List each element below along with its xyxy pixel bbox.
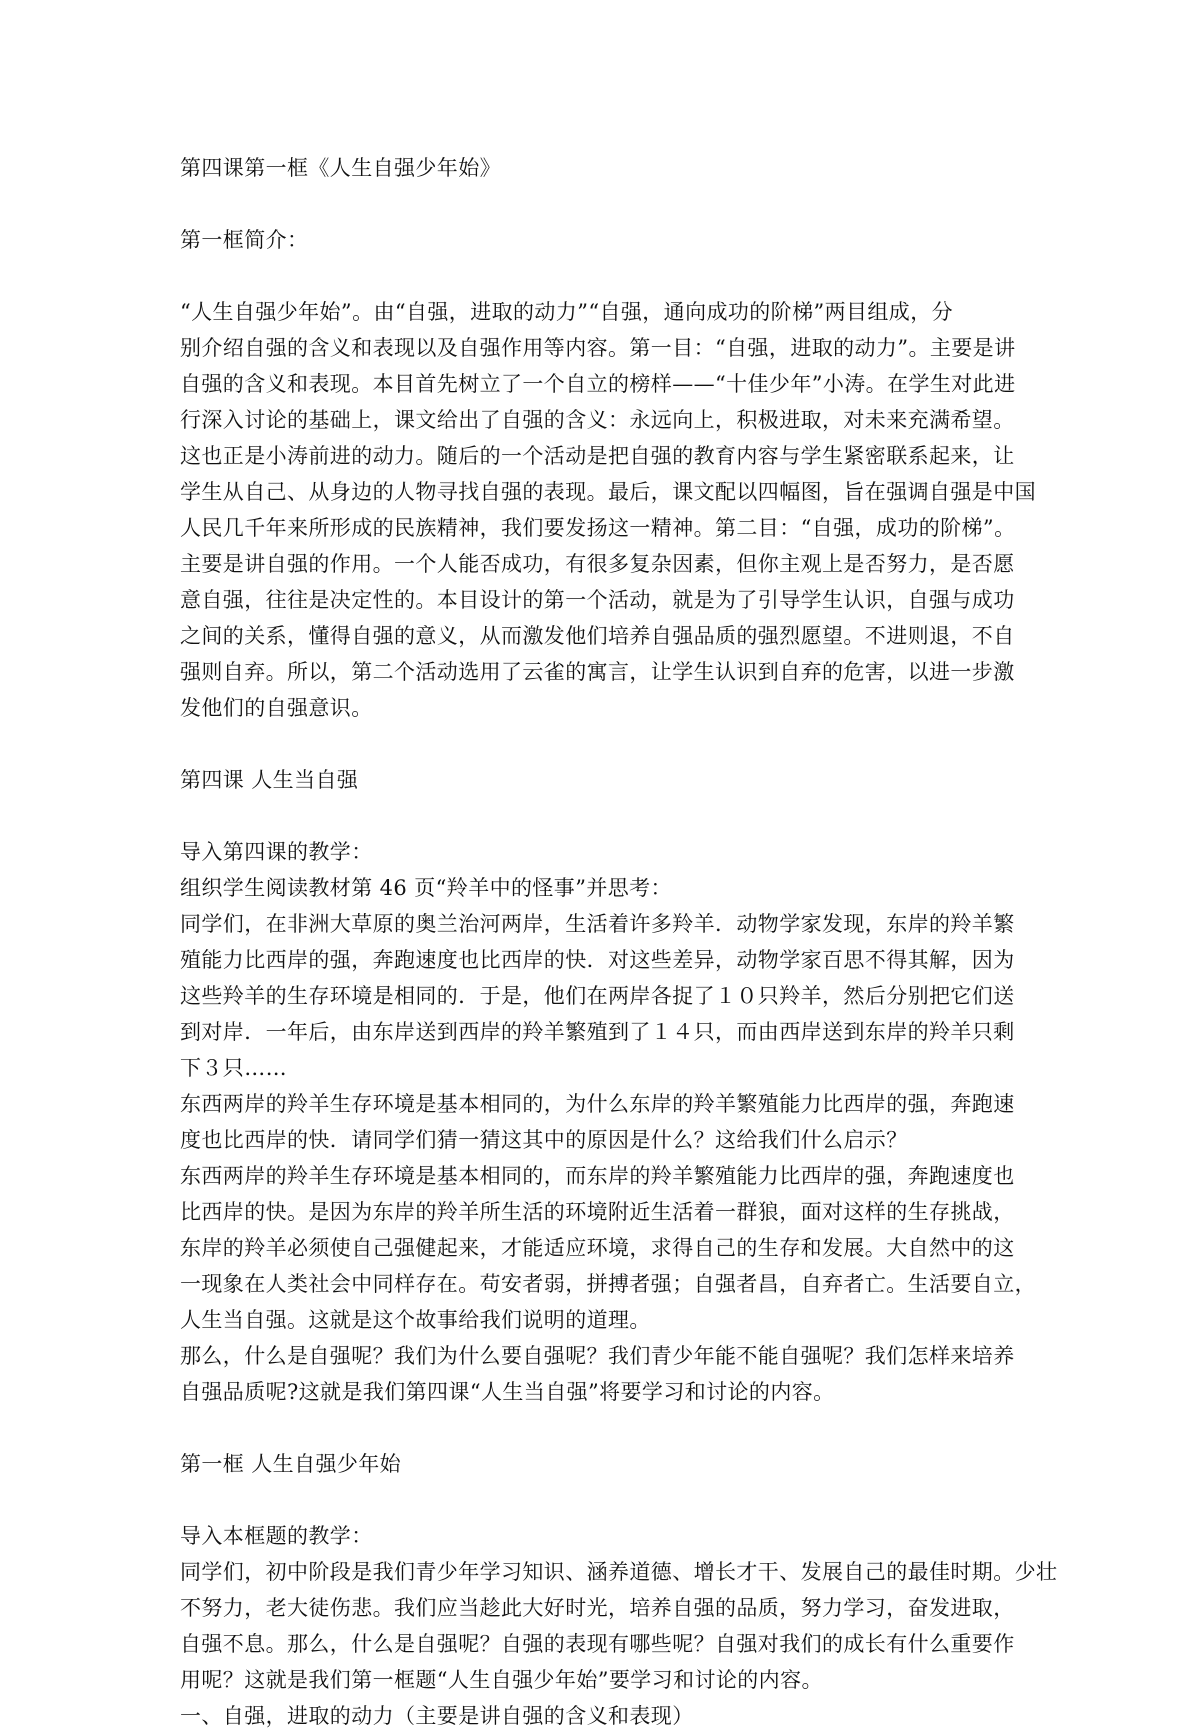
lesson-heading: 第四课 人生当自强 [180,768,359,792]
text-line: 东西两岸的羚羊生存环境是基本相同的，而东岸的羚羊繁殖能力比西岸的强，奔跑速度也 [180,1164,1015,1188]
intro-heading: 第一框简介： [180,228,309,252]
frame-intro-heading: 导入本框题的教学： [180,1524,373,1548]
text-line: 别介绍自强的含义和表现以及自强作用等内容。第一目：“自强，进取的动力”。主要是讲 [180,336,1016,360]
text-line: 殖能力比西岸的强，奔跑速度也比西岸的快．对这些差异，动物学家百思不得其解，因为 [180,948,1015,972]
spacer [180,186,1030,222]
text-line: 人民几千年来所形成的民族精神，我们要发扬这一精神。第二目：“自强，成功的阶梯”。 [180,516,1016,540]
text-line: 主要是讲自强的作用。一个人能否成功，有很多复杂因素，但你主观上是否努力，是否愿 [180,552,1015,576]
text-line: 自强不息。那么，什么是自强呢？自强的表现有哪些呢？自强对我们的成长有什么重要作 [180,1632,1015,1656]
frame-paragraph [180,1554,1058,1734]
spacer [180,1482,1030,1518]
text-line: 东岸的羚羊必须使自己强健起来，才能适应环境，求得自己的生存和发展。大自然中的这 [180,1236,1015,1260]
text-line: 一现象在人类社会中同样存在。苟安者弱，拼搏者强；自强者昌，自弃者亡。生活要自立， [180,1272,1036,1296]
text-line: 比西岸的快。是因为东岸的羚羊所生活的环境附近生活着一群狼，面对这样的生存挑战， [180,1200,1015,1224]
text-line: 不努力，老大徒伤悲。我们应当趁此大好时光，培养自强的品质，努力学习，奋发进取， [180,1596,1015,1620]
text-line: 自强的含义和表现。本目首先树立了一个自立的榜样——“十佳少年”小涛。在学生对此进 [180,372,1016,396]
text-line: 那么，什么是自强呢？我们为什么要自强呢？我们青少年能不能自强呢？我们怎样来培养 [180,1344,1015,1368]
text-line: 到对岸．一年后，由东岸送到西岸的羚羊繁殖到了１４只，而由西岸送到东岸的羚羊只剩 [180,1020,1015,1044]
text-line: 度也比西岸的快．请同学们猜一猜这其中的原因是什么？这给我们什么启示？ [180,1128,908,1152]
lesson-paragraph [180,870,1036,1410]
text-line: 行深入讨论的基础上，课文给出了自强的含义：永远向上，积极进取，对未来充满希望。 [180,408,1015,432]
spacer [180,1410,1030,1446]
document-title: 第四课第一框《人生自强少年始》 [180,156,501,180]
text-line: “人生自强少年始”。由“自强，进取的动力”“自强，通向成功的阶梯”两目组成，分 [180,300,954,324]
text-line: 发他们的自强意识。 [180,696,373,720]
text-line: 下３只…… [180,1056,287,1080]
spacer [180,258,1030,294]
text-line: 同学们，在非洲大草原的奥兰治河两岸，生活着许多羚羊．动物学家发现，东岸的羚羊繁 [180,912,1015,936]
text-line: 自强品质呢?这就是我们第四课“人生当自强”将要学习和讨论的内容。 [180,1380,835,1404]
text-line: 学生从自己、从身边的人物寻找自强的表现。最后，课文配以四幅图，旨在强调自强是中国 [180,480,1036,504]
text-line: 强则自弃。所以，第二个活动选用了云雀的寓言，让学生认识到自弃的危害，以进一步激 [180,660,1015,684]
text-line: 意自强，往往是决定性的。本目设计的第一个活动，就是为了引导学生认识，自强与成功 [180,588,1015,612]
spacer [180,726,1030,762]
lesson-intro-heading: 导入第四课的教学： [180,840,373,864]
text-line: 这些羚羊的生存环境是相同的．于是，他们在两岸各捉了１０只羚羊，然后分别把它们送 [180,984,1015,1008]
spacer [180,798,1030,834]
text-line: 同学们，初中阶段是我们青少年学习知识、涵养道德、增长才干、发展自己的最佳时期。少壮 [180,1560,1058,1584]
text-line: 用呢？这就是我们第一框题“人生自强少年始”要学习和讨论的内容。 [180,1668,823,1692]
section-heading: 一、自强，进取的动力（主要是讲自强的含义和表现） [180,1704,694,1728]
text-line: 这也正是小涛前进的动力。随后的一个活动是把自强的教育内容与学生紧密联系起来，让 [180,444,1015,468]
intro-paragraph [180,294,1036,726]
frame-heading: 第一框 人生自强少年始 [180,1452,402,1476]
text-line: 人生当自强。这就是这个故事给我们说明的道理。 [180,1308,651,1332]
text-line: 之间的关系，懂得自强的意义，从而激发他们培养自强品质的强烈愿望。不进则退，不自 [180,624,1015,648]
document-body [180,150,1058,1734]
text-line: 组织学生阅读教材第 46 页“羚羊中的怪事”并思考： [180,876,672,900]
text-line: 东西两岸的羚羊生存环境是基本相同的，为什么东岸的羚羊繁殖能力比西岸的强，奔跑速 [180,1092,1015,1116]
